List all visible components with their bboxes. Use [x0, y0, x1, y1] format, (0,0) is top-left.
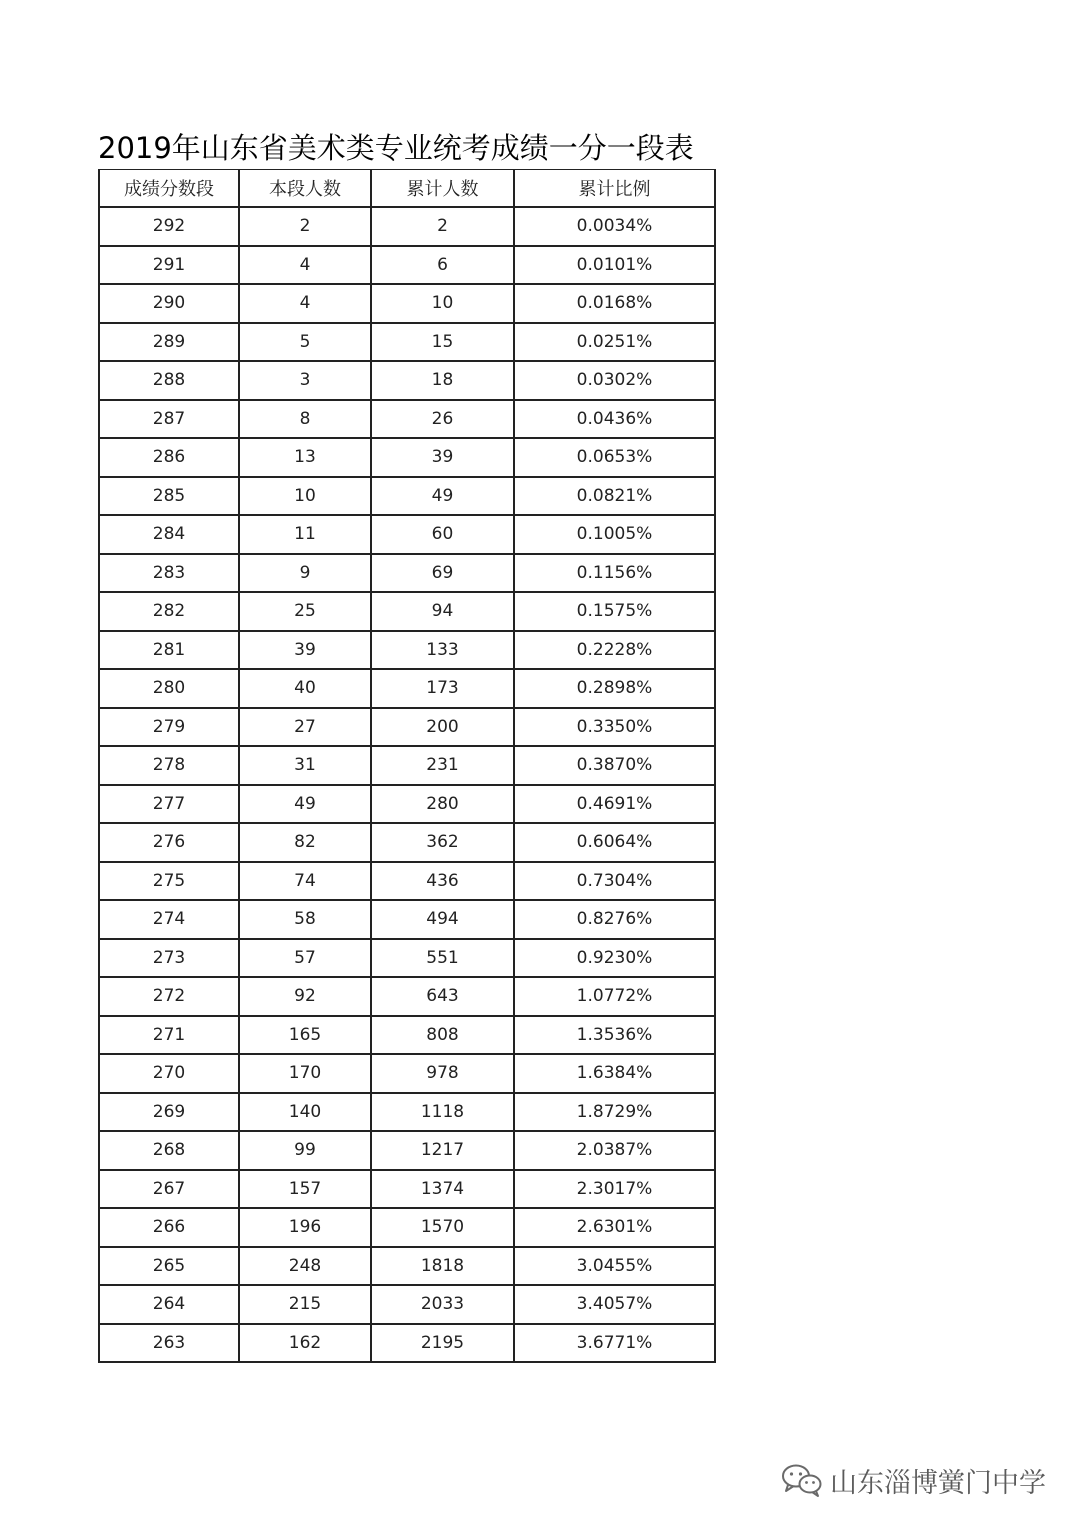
table-row — [99, 977, 715, 1016]
cell-cumulative-count: 808 — [371, 1016, 514, 1055]
cell-cumulative-count: 231 — [371, 746, 514, 785]
table-row — [99, 246, 715, 285]
cell-cumulative-ratio: 0.1575% — [514, 592, 715, 631]
cell-cumulative-ratio: 1.6384% — [514, 1054, 715, 1093]
table-row — [99, 361, 715, 400]
cell-cumulative-count: 494 — [371, 900, 514, 939]
cell-cumulative-ratio: 0.1156% — [514, 554, 715, 593]
cell-cumulative-count: 10 — [371, 284, 514, 323]
cell-cumulative-count: 1818 — [371, 1247, 514, 1286]
score-distribution-table — [98, 169, 716, 1363]
table-row — [99, 1093, 715, 1132]
cell-score: 265 — [99, 1247, 239, 1286]
cell-segment-count: 215 — [239, 1285, 371, 1324]
table-row — [99, 284, 715, 323]
cell-cumulative-count: 39 — [371, 438, 514, 477]
cell-score: 272 — [99, 977, 239, 1016]
page-title: 2019年山东省美术类专业统考成绩一分一段表 — [98, 131, 694, 165]
cell-cumulative-ratio: 3.4057% — [514, 1285, 715, 1324]
cell-cumulative-ratio: 0.0251% — [514, 323, 715, 362]
cell-score: 290 — [99, 284, 239, 323]
cell-score: 283 — [99, 554, 239, 593]
wechat-icon — [780, 1462, 824, 1498]
cell-segment-count: 92 — [239, 977, 371, 1016]
cell-segment-count: 170 — [239, 1054, 371, 1093]
cell-cumulative-ratio: 2.3017% — [514, 1170, 715, 1209]
cell-segment-count: 9 — [239, 554, 371, 593]
cell-cumulative-ratio: 0.3870% — [514, 746, 715, 785]
cell-score: 281 — [99, 631, 239, 670]
cell-score: 274 — [99, 900, 239, 939]
cell-cumulative-count: 436 — [371, 862, 514, 901]
cell-segment-count: 162 — [239, 1324, 371, 1363]
cell-cumulative-count: 2 — [371, 207, 514, 246]
cell-cumulative-count: 26 — [371, 400, 514, 439]
table-row — [99, 631, 715, 670]
cell-cumulative-count: 173 — [371, 669, 514, 708]
header-cumulative-ratio: 累计比例 — [514, 170, 715, 208]
cell-score: 285 — [99, 477, 239, 516]
cell-segment-count: 13 — [239, 438, 371, 477]
watermark — [780, 1458, 1046, 1502]
table-row — [99, 1285, 715, 1324]
table-row — [99, 1131, 715, 1170]
cell-cumulative-count: 200 — [371, 708, 514, 747]
cell-score: 282 — [99, 592, 239, 631]
cell-cumulative-count: 643 — [371, 977, 514, 1016]
table-row — [99, 207, 715, 246]
cell-segment-count: 196 — [239, 1208, 371, 1247]
cell-score: 271 — [99, 1016, 239, 1055]
cell-segment-count: 8 — [239, 400, 371, 439]
cell-cumulative-count: 1118 — [371, 1093, 514, 1132]
cell-score: 279 — [99, 708, 239, 747]
cell-cumulative-count: 49 — [371, 477, 514, 516]
cell-score: 276 — [99, 823, 239, 862]
cell-cumulative-count: 15 — [371, 323, 514, 362]
cell-score: 267 — [99, 1170, 239, 1209]
table-row — [99, 1247, 715, 1286]
cell-cumulative-count: 2195 — [371, 1324, 514, 1363]
cell-segment-count: 40 — [239, 669, 371, 708]
cell-segment-count: 39 — [239, 631, 371, 670]
cell-cumulative-ratio: 0.2898% — [514, 669, 715, 708]
cell-cumulative-count: 18 — [371, 361, 514, 400]
table-row — [99, 785, 715, 824]
cell-segment-count: 58 — [239, 900, 371, 939]
cell-segment-count: 74 — [239, 862, 371, 901]
cell-segment-count: 5 — [239, 323, 371, 362]
cell-cumulative-ratio: 1.0772% — [514, 977, 715, 1016]
cell-cumulative-ratio: 0.0101% — [514, 246, 715, 285]
cell-cumulative-ratio: 0.6064% — [514, 823, 715, 862]
cell-cumulative-ratio: 0.3350% — [514, 708, 715, 747]
header-cumulative-count: 累计人数 — [371, 170, 514, 208]
table-row — [99, 708, 715, 747]
table-row — [99, 592, 715, 631]
cell-score: 275 — [99, 862, 239, 901]
table-row — [99, 554, 715, 593]
table-header-row — [99, 170, 715, 208]
cell-segment-count: 11 — [239, 515, 371, 554]
table-row — [99, 900, 715, 939]
cell-segment-count: 25 — [239, 592, 371, 631]
cell-cumulative-ratio: 0.0821% — [514, 477, 715, 516]
cell-score: 289 — [99, 323, 239, 362]
cell-score: 270 — [99, 1054, 239, 1093]
cell-segment-count: 4 — [239, 284, 371, 323]
cell-cumulative-ratio: 0.9230% — [514, 939, 715, 978]
table-row — [99, 669, 715, 708]
table-body — [99, 207, 715, 1362]
cell-segment-count: 99 — [239, 1131, 371, 1170]
watermark-text: 山东淄博黉门中学 — [830, 1467, 1046, 1499]
cell-segment-count: 57 — [239, 939, 371, 978]
cell-score: 268 — [99, 1131, 239, 1170]
cell-cumulative-ratio: 0.0034% — [514, 207, 715, 246]
cell-score: 280 — [99, 669, 239, 708]
cell-segment-count: 49 — [239, 785, 371, 824]
cell-cumulative-count: 1570 — [371, 1208, 514, 1247]
cell-cumulative-ratio: 2.6301% — [514, 1208, 715, 1247]
cell-segment-count: 140 — [239, 1093, 371, 1132]
table-row — [99, 1016, 715, 1055]
cell-cumulative-ratio: 0.0302% — [514, 361, 715, 400]
cell-segment-count: 31 — [239, 746, 371, 785]
cell-score: 277 — [99, 785, 239, 824]
cell-score: 291 — [99, 246, 239, 285]
cell-cumulative-ratio: 1.8729% — [514, 1093, 715, 1132]
table-row — [99, 1054, 715, 1093]
cell-cumulative-count: 94 — [371, 592, 514, 631]
cell-cumulative-ratio: 0.0436% — [514, 400, 715, 439]
cell-segment-count: 82 — [239, 823, 371, 862]
cell-cumulative-count: 2033 — [371, 1285, 514, 1324]
cell-segment-count: 27 — [239, 708, 371, 747]
table-row — [99, 1170, 715, 1209]
cell-cumulative-count: 551 — [371, 939, 514, 978]
cell-score: 287 — [99, 400, 239, 439]
cell-cumulative-ratio: 3.0455% — [514, 1247, 715, 1286]
cell-segment-count: 2 — [239, 207, 371, 246]
cell-cumulative-count: 133 — [371, 631, 514, 670]
table-row — [99, 939, 715, 978]
table-row — [99, 862, 715, 901]
cell-cumulative-ratio: 0.8276% — [514, 900, 715, 939]
cell-score: 286 — [99, 438, 239, 477]
cell-score: 284 — [99, 515, 239, 554]
cell-segment-count: 3 — [239, 361, 371, 400]
cell-segment-count: 165 — [239, 1016, 371, 1055]
table-row — [99, 823, 715, 862]
cell-score: 266 — [99, 1208, 239, 1247]
cell-segment-count: 10 — [239, 477, 371, 516]
cell-cumulative-ratio: 0.1005% — [514, 515, 715, 554]
cell-cumulative-ratio: 0.2228% — [514, 631, 715, 670]
cell-cumulative-ratio: 0.7304% — [514, 862, 715, 901]
cell-score: 263 — [99, 1324, 239, 1363]
cell-score: 264 — [99, 1285, 239, 1324]
cell-score: 288 — [99, 361, 239, 400]
cell-cumulative-count: 1374 — [371, 1170, 514, 1209]
cell-score: 269 — [99, 1093, 239, 1132]
cell-cumulative-count: 69 — [371, 554, 514, 593]
table-row — [99, 323, 715, 362]
cell-score: 292 — [99, 207, 239, 246]
table-row — [99, 400, 715, 439]
cell-cumulative-ratio: 3.6771% — [514, 1324, 715, 1363]
cell-score: 273 — [99, 939, 239, 978]
cell-cumulative-count: 1217 — [371, 1131, 514, 1170]
cell-cumulative-count: 6 — [371, 246, 514, 285]
cell-segment-count: 4 — [239, 246, 371, 285]
cell-cumulative-count: 60 — [371, 515, 514, 554]
cell-cumulative-ratio: 0.0653% — [514, 438, 715, 477]
cell-cumulative-count: 280 — [371, 785, 514, 824]
cell-cumulative-count: 362 — [371, 823, 514, 862]
table-row — [99, 515, 715, 554]
cell-cumulative-ratio: 0.4691% — [514, 785, 715, 824]
header-segment-count: 本段人数 — [239, 170, 371, 208]
cell-cumulative-ratio: 1.3536% — [514, 1016, 715, 1055]
cell-cumulative-ratio: 0.0168% — [514, 284, 715, 323]
table-row — [99, 1208, 715, 1247]
cell-cumulative-count: 978 — [371, 1054, 514, 1093]
header-score-range: 成绩分数段 — [99, 170, 239, 208]
cell-segment-count: 248 — [239, 1247, 371, 1286]
table-row — [99, 477, 715, 516]
table-row — [99, 746, 715, 785]
cell-segment-count: 157 — [239, 1170, 371, 1209]
cell-score: 278 — [99, 746, 239, 785]
table-row — [99, 438, 715, 477]
cell-cumulative-ratio: 2.0387% — [514, 1131, 715, 1170]
table-row — [99, 1324, 715, 1363]
